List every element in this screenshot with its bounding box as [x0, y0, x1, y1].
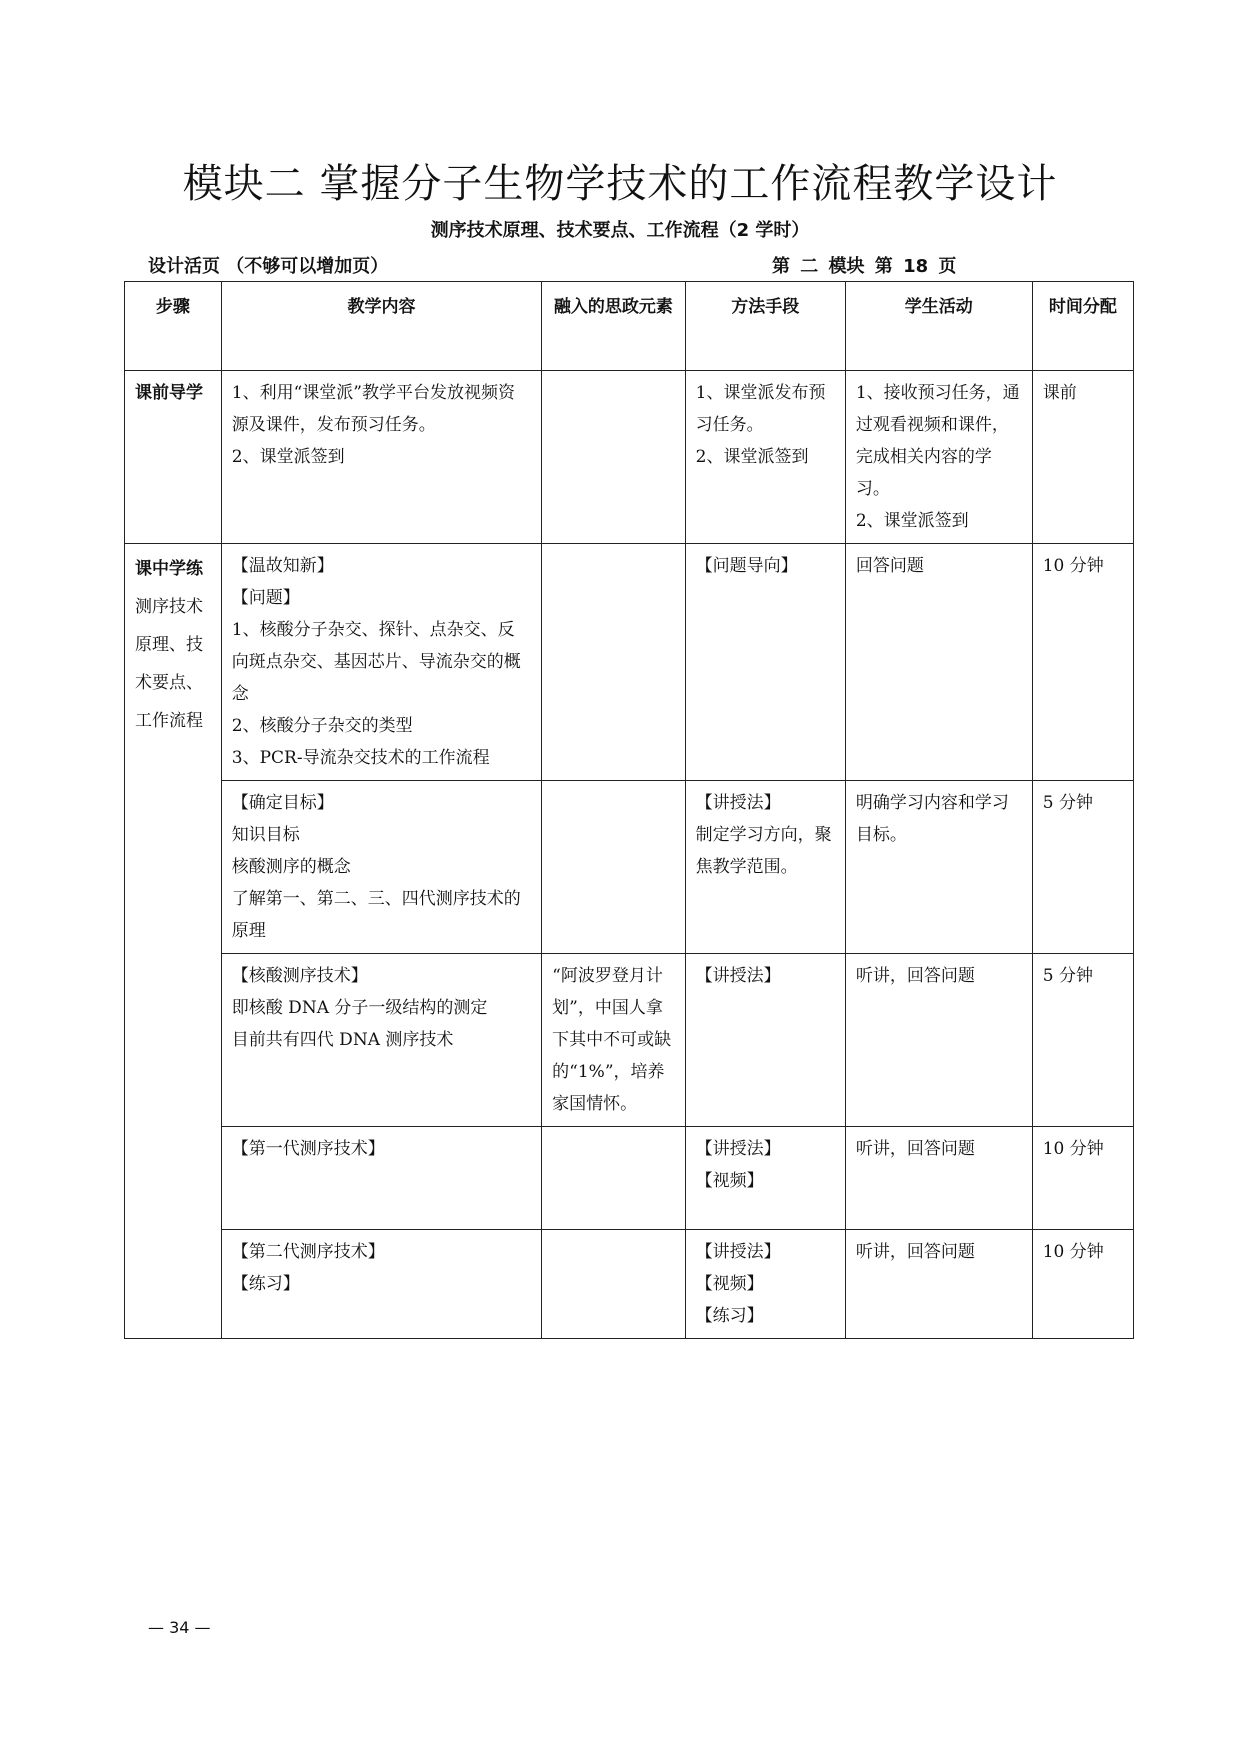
content-cell: [221, 1230, 541, 1339]
content-line: 即核酸 DNA 分子一级结构的测定: [231, 998, 488, 1018]
method-line: 【讲授法】: [695, 1139, 781, 1159]
activity-cell: [845, 544, 1032, 781]
table-header-row: [125, 282, 1134, 371]
content-cell: [221, 781, 541, 954]
activity-cell: [845, 781, 1032, 954]
content-cell: [221, 954, 541, 1127]
content-line: 3、PCR-导流杂交技术的工作流程: [231, 748, 490, 768]
method-line: 【讲授法】: [695, 1242, 781, 1262]
content-line: 核酸测序的概念: [231, 857, 351, 877]
step-cell: [125, 544, 222, 1339]
method-line: 【讲授法】: [695, 966, 781, 986]
content-line: 【练习】: [231, 1274, 300, 1294]
module-page-label: 第 二 模块 第 18 页: [772, 256, 957, 277]
method-line: 【问题导向】: [695, 556, 798, 576]
method-cell: [685, 371, 845, 544]
method-line: 【讲授法】: [695, 793, 781, 813]
ideology-cell: [542, 781, 686, 954]
activity-line: 回答问题: [855, 556, 924, 576]
content-cell: [221, 1127, 541, 1230]
method-cell: [685, 1127, 845, 1230]
method-cell: [685, 954, 845, 1127]
content-line: 1、核酸分子杂交、探针、点杂交、反向斑点杂交、基因芯片、导流杂交的概念: [231, 620, 521, 704]
activity-line: 1、接收预习任务，通过观看视频和课件，完成相关内容的学习。: [855, 383, 1020, 499]
header-cell-time: 时间分配: [1032, 282, 1133, 371]
step-sublabel: 测序技术原理、技术要点、工作流程: [135, 597, 203, 731]
table-row: [125, 371, 1134, 544]
lesson-plan-table: [124, 281, 1134, 1339]
time-cell: 课前: [1032, 371, 1133, 544]
page-number: — 34 —: [148, 1618, 211, 1637]
table-row: [125, 781, 1134, 954]
header-cell-ideology: 融入的思政元素: [542, 282, 686, 371]
activity-cell: [845, 954, 1032, 1127]
activity-line: 明确学习内容和学习目标。: [855, 793, 1009, 845]
design-sheet-note: 设计活页 （不够可以增加页）: [148, 256, 389, 277]
content-line: 【第二代测序技术】: [231, 1242, 385, 1262]
header-cell-activity: 学生活动: [845, 282, 1032, 371]
ideology-cell: [542, 1230, 686, 1339]
content-line: 【第一代测序技术】: [231, 1139, 385, 1159]
method-cell: [685, 781, 845, 954]
ideology-cell: [542, 1127, 686, 1230]
table-row: [125, 1127, 1134, 1230]
ideology-cell: [542, 371, 686, 544]
content-line: 知识目标: [231, 825, 300, 845]
document-subtitle: 测序技术原理、技术要点、工作流程（2 学时）: [430, 220, 810, 241]
activity-cell: [845, 1127, 1032, 1230]
activity-line: 2、课堂派签到: [855, 511, 969, 531]
method-line: 2、课堂派签到: [695, 447, 809, 467]
content-line: 2、课堂派签到: [231, 447, 345, 467]
content-cell: [221, 544, 541, 781]
time-cell: 10 分钟: [1032, 544, 1133, 781]
activity-cell: [845, 1230, 1032, 1339]
document-title: 模块二 掌握分子生物学技术的工作流程教学设计: [182, 161, 1058, 207]
time-cell: 10 分钟: [1032, 1127, 1133, 1230]
table-row: [125, 544, 1134, 781]
content-line: 了解第一、第二、三、四代测序技术的原理: [231, 889, 521, 941]
step-label: 课中学练: [135, 559, 203, 579]
activity-line: 听讲，回答问题: [855, 1242, 975, 1262]
ideology-cell: “阿波罗登月计划”，中国人拿下其中不可或缺的“1%”，培养家国情怀。: [542, 954, 686, 1127]
content-cell: [221, 371, 541, 544]
activity-line: 听讲，回答问题: [855, 966, 975, 986]
method-line: 制定学习方向，聚焦教学范围。: [695, 825, 832, 877]
table-row: [125, 954, 1134, 1127]
content-line: 2、核酸分子杂交的类型: [231, 716, 413, 736]
content-line: 1、利用“课堂派”教学平台发放视频资源及课件，发布预习任务。: [231, 383, 515, 435]
content-line: 目前共有四代 DNA 测序技术: [231, 1030, 454, 1050]
content-line: 【确定目标】: [231, 793, 334, 813]
activity-line: 听讲，回答问题: [855, 1139, 975, 1159]
content-line: 【问题】: [231, 588, 300, 608]
header-cell-content: 教学内容: [221, 282, 541, 371]
ideology-cell: [542, 544, 686, 781]
header-cell-method: 方法手段: [685, 282, 845, 371]
step-cell: 课前导学: [125, 371, 222, 544]
method-line: 【视频】: [695, 1274, 764, 1294]
content-line: 【温故知新】: [231, 556, 334, 576]
time-cell: 5 分钟: [1032, 781, 1133, 954]
method-line: 【视频】: [695, 1171, 764, 1191]
time-cell: 10 分钟: [1032, 1230, 1133, 1339]
method-cell: [685, 1230, 845, 1339]
table-row: [125, 1230, 1134, 1339]
content-line: 【核酸测序技术】: [231, 966, 368, 986]
time-cell: 5 分钟: [1032, 954, 1133, 1127]
method-cell: [685, 544, 845, 781]
activity-cell: [845, 371, 1032, 544]
method-line: 【练习】: [695, 1306, 764, 1326]
header-cell-step: 步骤: [125, 282, 222, 371]
method-line: 1、课堂派发布预习任务。: [695, 383, 826, 435]
